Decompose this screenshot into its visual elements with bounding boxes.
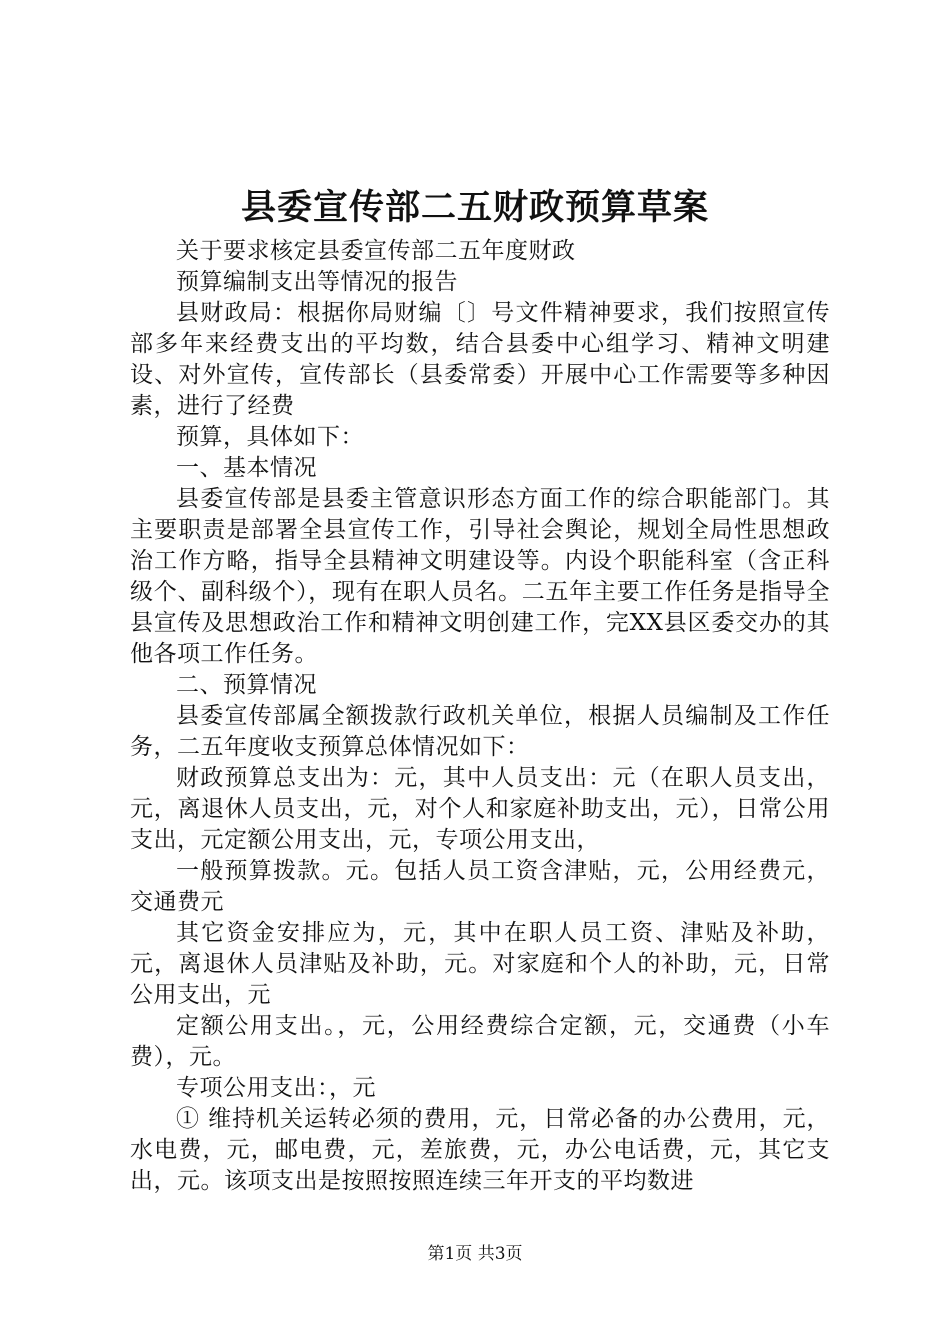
paragraph: 县委宣传部属全额拨款行政机关单位，根据人员编制及工作任务，二五年度收支预算总体情况如下： <box>130 703 830 760</box>
paragraph: 县财政局：根据你局财编〔〕号文件精神要求，我们按照宣传部多年来经费支出的平均数，结合县委中心组学习、精神文明建设、对外宣传，宣传部长（县委常委）开展中心工作需要等多种因素，进行了经费 <box>130 300 830 419</box>
section-heading: 二、预算情况 <box>176 672 317 698</box>
paragraph: ① 维持机关运转必须的费用，元，日常必备的办公费用，元，水电费，元，邮电费，元，差旅费，元，办公电话费，元，其它支出，元。该项支出是按照按照连续三年开支的平均数进 <box>130 1106 830 1194</box>
page-footer: 第1页 共3页 <box>427 1244 523 1264</box>
paragraph: 其它资金安排应为，元，其中在职人员工资、津贴及补助，元，离退休人员津贴及补助，元。对家庭和个人的补助，元，日常公用支出，元 <box>130 920 830 1008</box>
document-body <box>130 236 830 1197</box>
paragraph: 财政预算总支出为：元，其中人员支出：元（在职人员支出，元，离退休人员支出，元，对个人和家庭补助支出，元），日常公用支出，元定额公用支出，元，专项公用支出， <box>130 765 830 853</box>
paragraph: 预算编制支出等情况的报告 <box>176 269 458 295</box>
paragraph: 定额公用支出。，元，公用经费综合定额，元，交通费（小车费），元。 <box>130 1013 830 1070</box>
section-heading: 一、基本情况 <box>176 455 317 481</box>
paragraph: 关于要求核定县委宣传部二五年度财政 <box>176 238 576 264</box>
paragraph: 县委宣传部是县委主管意识形态方面工作的综合职能部门。其主要职责是部署全县宣传工作，引导社会舆论，规划全局性思想政治工作方略，指导全县精神文明建设等。内设个职能科室（含正科级个、副科级个），现有在职人员名。二五年主要工作任务是指导全县宣传及思想政治工作和精神文明创建工作，完XX县区委交办的其他各项工作任务。 <box>130 486 830 667</box>
paragraph: 专项公用支出：，元 <box>176 1075 376 1101</box>
document-title: 县委宣传部二五财政预算草案 <box>240 187 709 228</box>
paragraph: 预算，具体如下： <box>176 424 364 450</box>
paragraph: 一般预算拨款。元。包括人员工资含津贴，元，公用经费元，交通费元 <box>130 858 830 915</box>
